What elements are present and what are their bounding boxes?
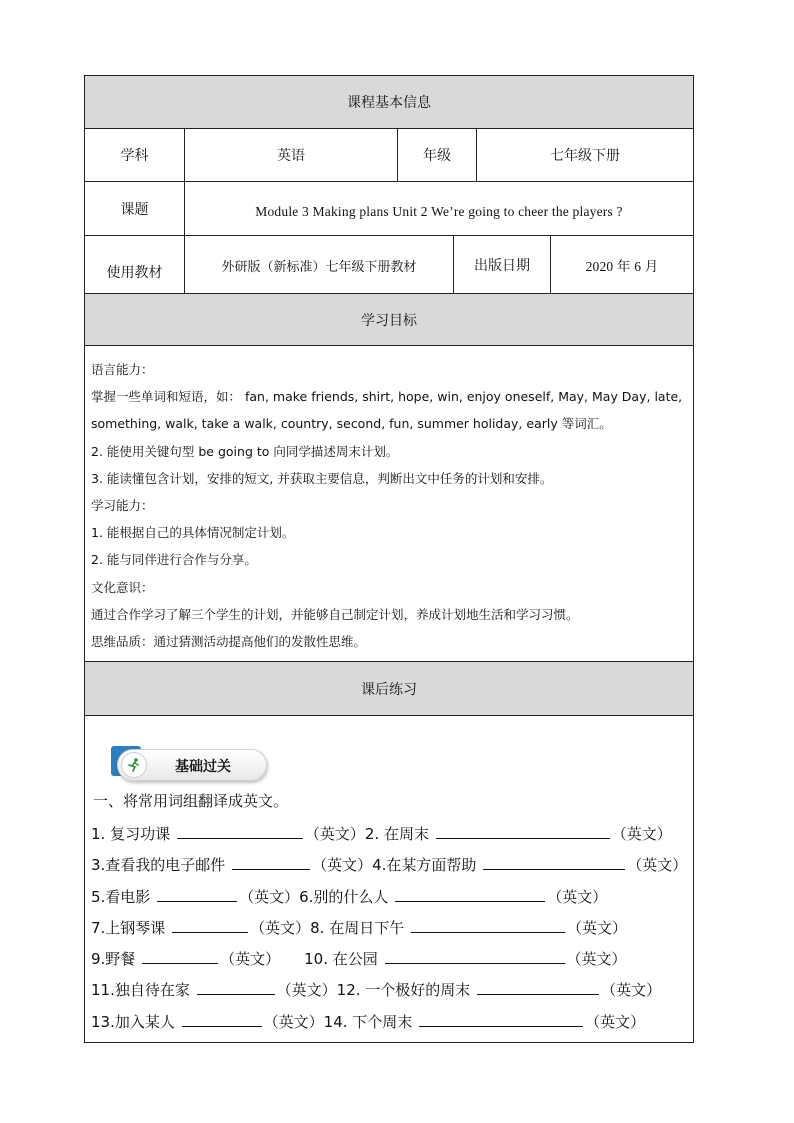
- exercise-prompt: 3.查看我的电子邮件: [91, 856, 226, 875]
- exercise-prompt: 13.加入某人: [91, 1012, 175, 1031]
- practice-row: [85, 716, 693, 1042]
- suffix: （英文）: [611, 825, 672, 843]
- answer-blank[interactable]: [411, 916, 565, 933]
- badge-label: 基础过关: [175, 759, 231, 775]
- section-badge: [109, 746, 269, 786]
- exercise-line: [91, 913, 687, 944]
- lesson-sheet: [84, 75, 694, 1043]
- suffix: （英文）: [276, 981, 337, 1000]
- answer-blank[interactable]: [142, 947, 218, 964]
- objective-line: 学习能力：: [91, 498, 154, 514]
- textbook-value: 外研版（新标准）七年级下册教材: [185, 236, 454, 293]
- practice-heading: 课后练习: [85, 662, 693, 715]
- grade-value: 七年级下册: [550, 148, 620, 164]
- exercise-prompt: 12. 一个极好的周末: [336, 981, 471, 1000]
- exercise-prompt: 10. 在公园: [304, 950, 378, 969]
- objectives-body: [85, 346, 688, 661]
- answer-blank[interactable]: [157, 885, 237, 902]
- answer-blank[interactable]: [177, 822, 303, 839]
- answer-blank[interactable]: [182, 1010, 262, 1027]
- suffix: （英文）: [220, 950, 281, 969]
- exercise-prompt: 14. 下个周末: [323, 1012, 413, 1031]
- objective-line: 2. 能与同伴进行合作与分享。: [91, 552, 257, 568]
- objective-line: 2. 能使用关键句型 be going to 向同学描述周末计划。: [91, 443, 399, 459]
- answer-blank[interactable]: [477, 978, 599, 995]
- info-heading: 课程基本信息: [85, 76, 693, 128]
- suffix: （英文）: [312, 856, 373, 875]
- info-header-row: [85, 76, 693, 129]
- textbook-row: [85, 236, 693, 294]
- exercise-line: [91, 850, 687, 881]
- exercise-prompt: 2. 在周末: [364, 825, 429, 843]
- exercise-line: [91, 1007, 687, 1038]
- exercise-prompt: 6.别的什么人: [299, 887, 389, 906]
- topic-row: [85, 182, 693, 236]
- practice-body: [85, 716, 693, 1042]
- exercise-line: [91, 819, 687, 850]
- topic-value: Module 3 Making plans Unit 2 We’re going to cheer the players ?: [255, 203, 623, 219]
- exercise-prompt: 11.独自待在家: [91, 981, 190, 1000]
- suffix: （英文）: [601, 981, 662, 1000]
- exercise-line: [91, 882, 687, 913]
- objective-line: 文化意识：: [91, 579, 154, 595]
- answer-blank[interactable]: [419, 1010, 583, 1027]
- objective-line: 1. 能根据自己的具体情况制定计划。: [91, 525, 295, 541]
- answer-blank[interactable]: [395, 885, 545, 902]
- suffix: （英文）: [547, 887, 608, 906]
- exercise-prompt: 8. 在周日下午: [310, 918, 405, 937]
- topic-label: 课题: [85, 182, 185, 235]
- objectives-row: [85, 346, 693, 662]
- objective-line: 思维品质：通过猜测活动提高他们的发散性思维。: [91, 634, 367, 650]
- suffix: （英文）: [263, 1012, 324, 1031]
- suffix: （英文）: [627, 856, 688, 875]
- objective-line: 3. 能读懂包含计划，安排的短文, 并获取主要信息，判断出文中任务的计划和安排。: [91, 470, 553, 486]
- suffix: （英文）: [585, 1012, 646, 1031]
- suffix: （英文）: [250, 918, 311, 937]
- objective-line: something, walk, take a walk, country, second, fun, summer holiday, early 等词汇。: [91, 416, 612, 432]
- practice-header-row: [85, 662, 693, 716]
- suffix: （英文）: [566, 918, 627, 937]
- answer-blank[interactable]: [436, 822, 610, 839]
- answer-blank[interactable]: [385, 947, 565, 964]
- section-title: 一、将常用词组翻译成英文。: [93, 792, 289, 810]
- publish-value: 2020 年 6 月: [585, 258, 659, 274]
- exercise-line: [91, 944, 687, 975]
- exercise-prompt: 1. 复习功课: [91, 825, 171, 843]
- grade-label: 年级: [398, 129, 477, 181]
- objectives-header-row: [85, 294, 693, 346]
- subject-label: 学科: [85, 129, 185, 181]
- subject-value: 英语: [185, 129, 398, 181]
- exercise-line: [91, 975, 687, 1006]
- exercise-prompt: 7.上钢琴课: [91, 918, 166, 937]
- objective-line: 语言能力：: [91, 362, 154, 377]
- runner-icon: [121, 752, 147, 778]
- exercise-prompt: 4.在某方面帮助: [372, 856, 477, 875]
- textbook-label: 使用教材: [85, 236, 185, 293]
- objective-line: 掌握一些单词和短语，如： fan, make friends, shirt, hope, win, enjoy oneself, May, May Day, late,: [91, 389, 683, 405]
- objectives-heading: 学习目标: [85, 294, 693, 345]
- answer-blank[interactable]: [232, 853, 310, 870]
- subject-row: [85, 129, 693, 182]
- suffix: （英文）: [304, 825, 365, 843]
- publish-label: 出版日期: [454, 236, 551, 293]
- suffix: （英文）: [239, 887, 300, 906]
- answer-blank[interactable]: [172, 916, 248, 933]
- exercise-prompt: 9.野餐: [91, 950, 136, 969]
- answer-blank[interactable]: [483, 853, 625, 870]
- suffix: （英文）: [566, 950, 627, 969]
- exercise-prompt: 5.看电影: [91, 887, 151, 906]
- objective-line: 通过合作学习了解三个学生的计划，并能够自己制定计划，养成计划地生活和学习习惯。: [91, 606, 579, 622]
- answer-blank[interactable]: [197, 978, 275, 995]
